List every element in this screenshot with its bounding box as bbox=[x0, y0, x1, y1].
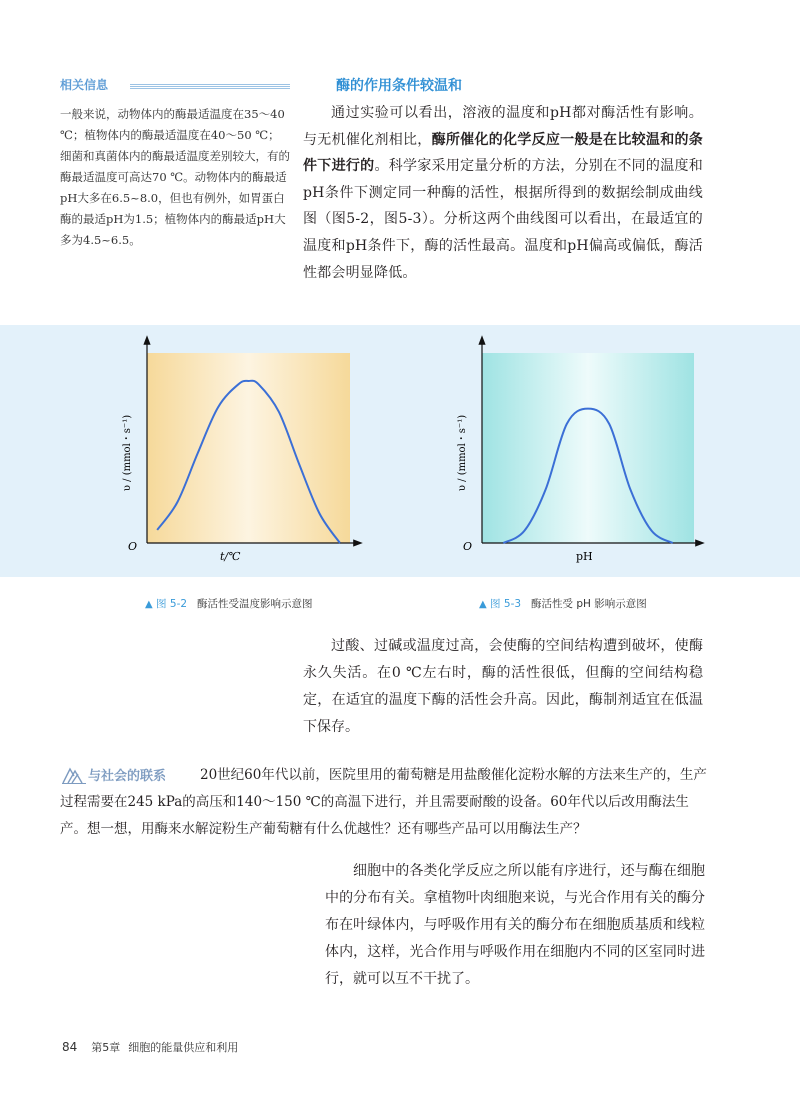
paragraph-2 bbox=[303, 633, 703, 741]
chart1-x-label: t/℃ bbox=[220, 550, 241, 563]
chapter-title: 细胞的能量供应和利用 bbox=[128, 1041, 239, 1054]
paragraph-1-text-a: 通过实验可以看出，溶液的温度和pH都对酶活性有影响。与无机催化剂相比， bbox=[303, 105, 703, 148]
figures-svg bbox=[0, 325, 800, 577]
society-link-label: 与社会的联系 bbox=[88, 769, 167, 784]
sidebar-text: 一般来说，动物体内的酶最适温度在35～40 ℃；植物体内的酶最适温度在40～50 ℃；细菌和真菌体内的酶最适温度差别较大，有的酶最适温度可高达70 ℃。动物体内的酶最适pH大多在6.5~8.0，但也有例外，如胃蛋白酶的最适pH为1.5；植物体内的酶最适pH大多为4.5~6.5。 bbox=[60, 107, 290, 247]
chapter-number: 第5章 bbox=[91, 1041, 121, 1054]
paragraph-1-bold: 酶所催化的化学反应一般是在比较温和的条件下进行的 bbox=[303, 131, 703, 175]
chart1-y-label: υ / (mmol・s⁻¹) bbox=[122, 414, 133, 492]
paragraph-3 bbox=[325, 858, 705, 993]
society-link-body: 20世纪60年代以前，医院里用的葡萄糖是用盐酸催化淀粉水解的方法来生产的，生产过程需要在245 kPa的高压和140～150 ℃的高温下进行，并且需要耐酸的设备。60年代以后改用酶法生产。想一想，用酶来水解淀粉生产葡萄糖有什么优越性？还有哪些产品可以用酶法生产？ bbox=[60, 767, 707, 837]
paragraph-1 bbox=[303, 100, 703, 286]
paragraph-2-text: 过酸、过碱或温度过高，会使酶的空间结构遭到破坏，使酶永久失活。在0 ℃左右时，酶的活性很低，但酶的空间结构稳定，在适宜的温度下酶的活性会升高。因此，酶制剂适宜在低温下保存。 bbox=[303, 638, 703, 735]
triangle-icon: ▲ bbox=[145, 599, 153, 610]
triangle-icon: ▲ bbox=[479, 599, 487, 610]
chart2-x-label: pH bbox=[576, 550, 593, 563]
sidebar-title-rule bbox=[130, 84, 290, 89]
figure-5-2-number: 图 5-2 bbox=[156, 598, 188, 610]
page-footer bbox=[62, 1039, 238, 1055]
sidebar-title: 相关信息 bbox=[60, 78, 109, 92]
figure-5-3-caption bbox=[479, 596, 647, 611]
paragraph-3-text: 细胞中的各类化学反应之所以能有序进行，还与酶在细胞中的分布有关。拿植物叶肉细胞来说，与光合作用有关的酶分布在叶绿体内，与呼吸作用有关的酶分布在细胞质基质和线粒体内，这样，光合作用与呼吸作用在细胞内不同的区室同时进行，就可以互不干扰了。 bbox=[325, 863, 705, 987]
chart2-origin: O bbox=[463, 540, 473, 553]
figure-band bbox=[0, 325, 800, 577]
paragraph-1-text-b: 。科学家采用定量分析的方法，分别在不同的温度和pH条件下测定同一种酶的活性，根据所得到的数据绘制成曲线图（图5-2，图5-3）。分析这两个曲线图可以看出，在最适宜的温度和pH条件下，酶的活性最高。温度和pH偏高或偏低，酶活性都会明显降低。 bbox=[303, 158, 703, 281]
chart1-origin: O bbox=[128, 540, 138, 553]
chart2-y-label: υ / (mmol・s⁻¹) bbox=[457, 414, 468, 492]
section-title: 酶的作用条件较温和 bbox=[336, 78, 462, 94]
figure-5-2-caption bbox=[145, 596, 313, 611]
page-number: 84 bbox=[62, 1040, 78, 1054]
society-link-text bbox=[60, 762, 710, 843]
chart2-plot-bg bbox=[482, 353, 694, 543]
figure-5-3-text: 酶活性受 pH 影响示意图 bbox=[531, 598, 647, 610]
figure-5-2-text: 酶活性受温度影响示意图 bbox=[197, 598, 313, 610]
figure-5-3-number: 图 5-3 bbox=[490, 598, 522, 610]
